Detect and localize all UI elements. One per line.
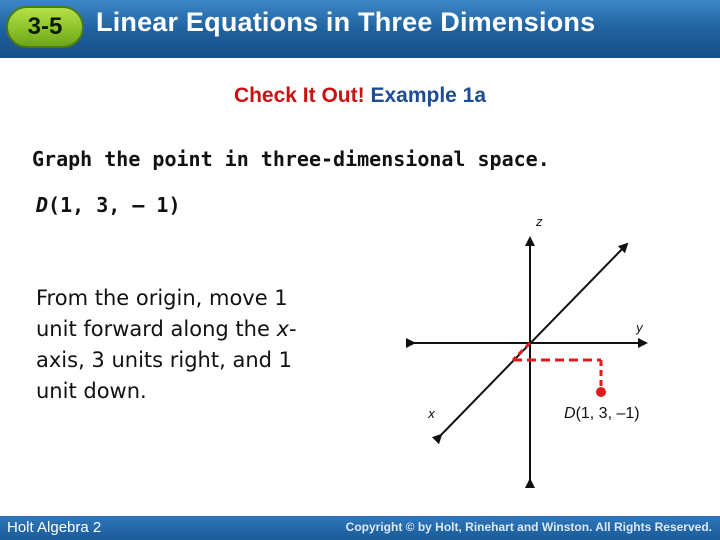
- example-label: Example 1a: [370, 84, 487, 107]
- explanation-x-var: x: [276, 317, 289, 341]
- slide-footer: [0, 516, 720, 540]
- check-it-out-label: Check It Out!: [233, 84, 365, 107]
- path-forward-x: [513, 343, 530, 360]
- explanation-part-2: -axis, 3 units right, and 1 unit down.: [36, 317, 297, 403]
- instruction-text: Graph the point in three-dimensional space.: [32, 147, 550, 171]
- lesson-number: 3-5: [27, 13, 63, 40]
- point-d-label: [564, 405, 640, 422]
- point-d-label-coords: (1, 3, –1): [575, 405, 640, 422]
- x-axis-label: x: [428, 407, 436, 421]
- footer-course-label: Holt Algebra 2: [7, 519, 102, 536]
- point-d-label-name: D: [564, 405, 576, 422]
- y-axis-label: y: [636, 321, 644, 335]
- lesson-title: Linear Equations in Three Dimensions: [96, 7, 596, 37]
- point-coords: (1, 3, – 1): [48, 193, 181, 217]
- point-name: D: [36, 193, 49, 217]
- footer-copyright: Copyright © by Holt, Rinehart and Winston. All Rights Reserved.: [345, 520, 712, 534]
- z-axis-label: z: [536, 215, 543, 229]
- explanation-part-1: From the origin, move 1 unit forward along the: [36, 286, 288, 341]
- point-d-marker: [596, 387, 606, 397]
